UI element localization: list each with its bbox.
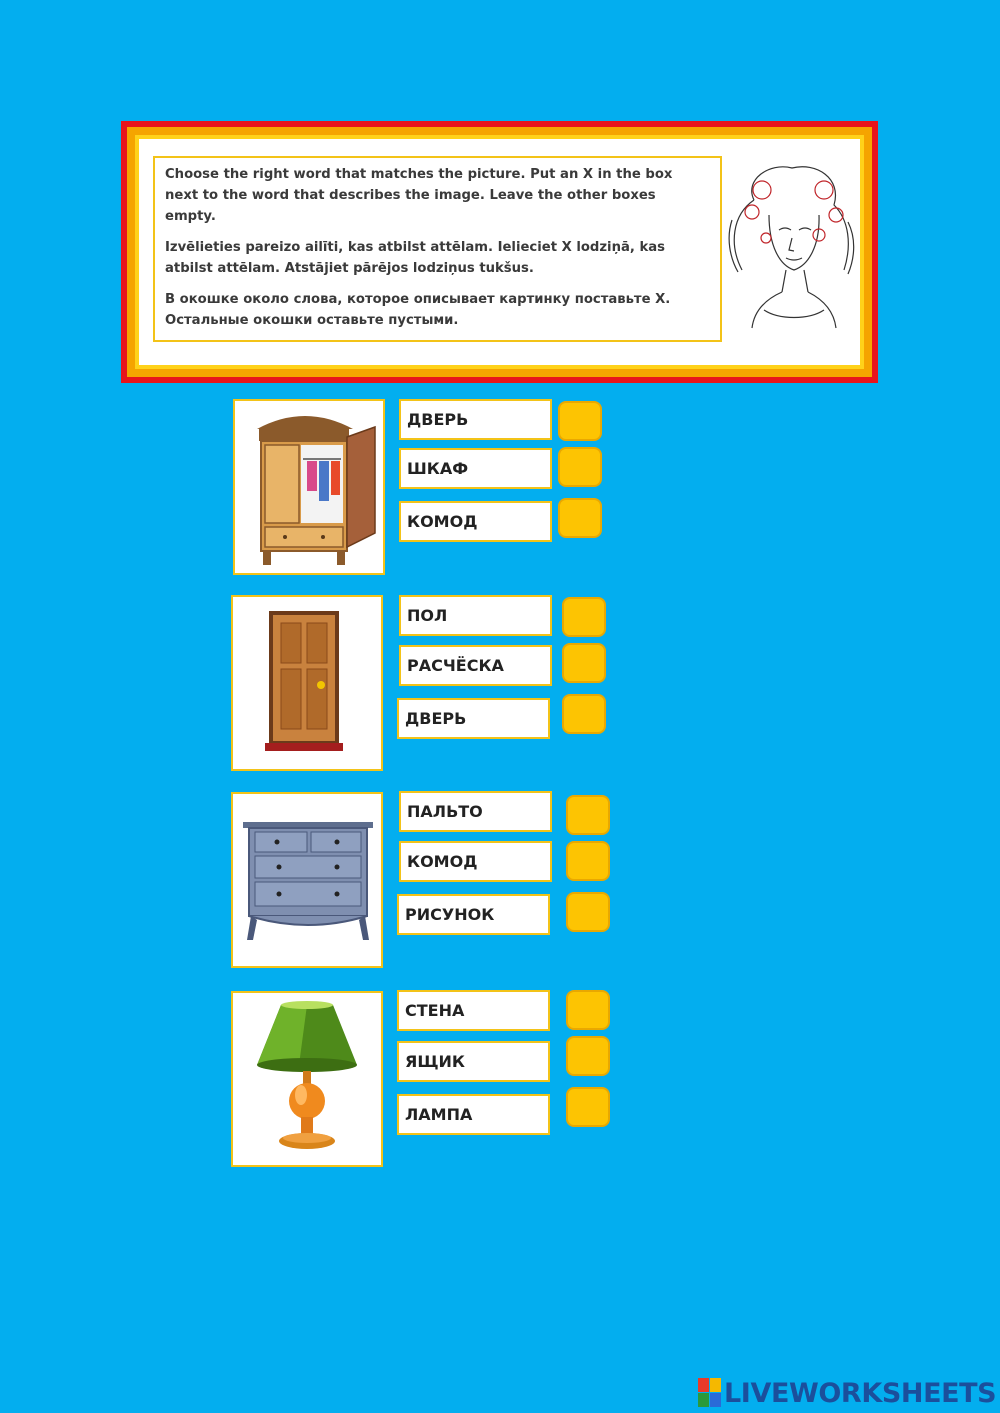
liveworksheets-logo-icon <box>698 1378 722 1408</box>
q3-option-3-checkbox[interactable] <box>566 892 610 932</box>
q2-option-1-label: ПОЛ <box>399 595 552 636</box>
q1-option-1-label: ДВЕРЬ <box>399 399 552 440</box>
q1-option-3-checkbox[interactable] <box>558 498 602 538</box>
liveworksheets-logo <box>698 1376 996 1410</box>
question-4-picture <box>231 991 383 1167</box>
wardrobe-icon <box>235 401 383 573</box>
question-3-picture <box>231 792 383 968</box>
q4-option-3-label: ЛАМПА <box>397 1094 550 1135</box>
q4-option-2-label: ЯЩИК <box>397 1041 550 1082</box>
q2-option-3-label: ДВЕРЬ <box>397 698 550 739</box>
brand-name: LIVEWORKSHEETS <box>724 1377 997 1409</box>
instructions-english: Choose the right word that matches the picture. Put an X in the box next to the word that describes the image. Leave the other boxes empty. <box>165 167 673 224</box>
q3-option-3-label: РИСУНОК <box>397 894 550 935</box>
q3-option-2-checkbox[interactable] <box>566 841 610 881</box>
q4-option-1-label: СТЕНА <box>397 990 550 1031</box>
q1-option-2-checkbox[interactable] <box>558 447 602 487</box>
q4-option-2-checkbox[interactable] <box>566 1036 610 1076</box>
girl-sketch-icon <box>724 160 859 330</box>
question-1-picture <box>233 399 385 575</box>
q3-option-1-label: ПАЛЬТО <box>399 791 552 832</box>
lamp-icon <box>233 993 381 1165</box>
q1-option-2-label: ШКАФ <box>399 448 552 489</box>
q2-option-2-checkbox[interactable] <box>562 643 606 683</box>
q2-option-2-label: РАСЧЁСКА <box>399 645 552 686</box>
q3-option-1-checkbox[interactable] <box>566 795 610 835</box>
instructions-russian: В окошке около слова, которое описывает картинку поставьте X. Остальные окошки оставьте пустыми. <box>165 292 671 328</box>
q1-option-3-label: КОМОД <box>399 501 552 542</box>
q3-option-2-label: КОМОД <box>399 841 552 882</box>
instructions-box <box>153 156 722 342</box>
q2-option-1-checkbox[interactable] <box>562 597 606 637</box>
q4-option-3-checkbox[interactable] <box>566 1087 610 1127</box>
door-icon <box>233 597 381 769</box>
q1-option-1-checkbox[interactable] <box>558 401 602 441</box>
q4-option-1-checkbox[interactable] <box>566 990 610 1030</box>
q2-option-3-checkbox[interactable] <box>562 694 606 734</box>
chest-of-drawers-icon <box>233 794 381 966</box>
instructions-latvian: Izvēlieties pareizo ailīti, kas atbilst attēlam. Ielieciet X lodziņā, kas atbilst attēlam. Atstājiet pārējos lodziņus tukšus. <box>165 240 665 276</box>
question-2-picture <box>231 595 383 771</box>
